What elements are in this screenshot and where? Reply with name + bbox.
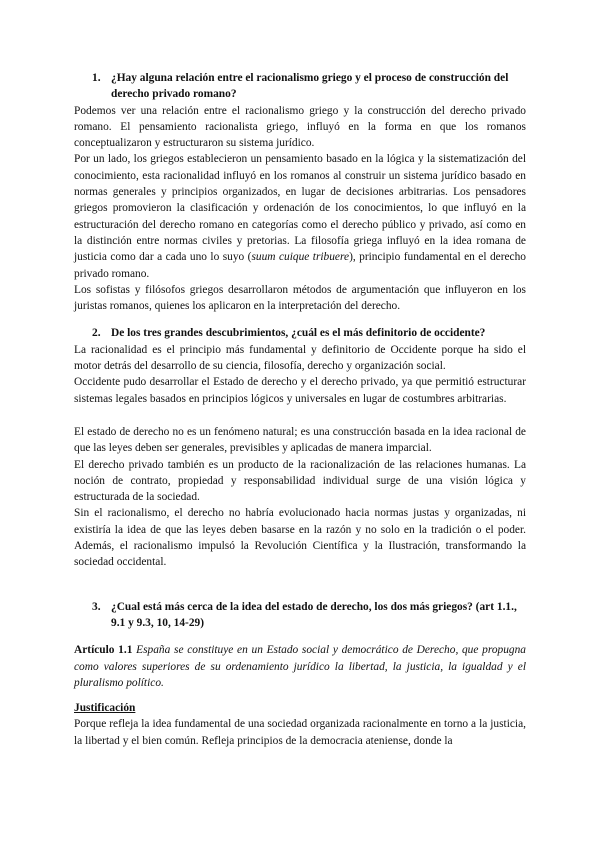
justification-text: Porque refleja la idea fundamental de una sociedad organizada racionalmente en torno a la justicia, la libertad y el bien común. Refleja principios de la democracia ateniense, donde la (74, 718, 526, 747)
latin-phrase: suum cuique tribuere (251, 251, 350, 264)
question-1-heading (74, 70, 526, 103)
article-text: España se constituye en un Estado social y democrático de Derecho, que propugna como valores superiores de su ordenamiento jurídico la libertad, la justicia, la igualdad y el pluralismo político. (74, 644, 527, 689)
q2-paragraph-4: El derecho privado también es un producto de la racionalización de las relaciones humanas. La noción de contrato, propiedad y responsabilidad individual surge de una visión lógica y estructurada de la sociedad. (74, 458, 526, 504)
question-2-heading (74, 325, 526, 341)
q1-paragraph-2-end: ), principio fundamental en el derecho privado romano. (74, 251, 526, 280)
q2-paragraph-1: La racionalidad es el principio más fundamental y definitorio de Occidente porque ha sido el motor detrás del desarrollo de su ciencia, filosofía, derecho y organización social. (74, 343, 526, 373)
justification-heading: Justificación (74, 702, 136, 715)
question-1-title: ¿Hay alguna relación entre el racionalismo griego y el proceso de construcción del derecho privado romano? (111, 72, 509, 101)
question-1-number: 1. (92, 72, 101, 84)
q2-paragraph-2: Occidente pudo desarrollar el Estado de derecho y el derecho privado, ya que permitió estructurar sistemas legales basados en principios lógicos y universales en lugar de costumbres arbitrarias. (74, 376, 526, 405)
question-2-title: De los tres grandes descubrimientos, ¿cuál es el más definitorio de occidente? (111, 327, 486, 340)
question-2-number: 2. (92, 327, 101, 340)
q2-paragraph-3: El estado de derecho no es un fenómeno natural; es una construcción basada en la idea racional de que las leyes deben ser generales, previsibles y aplicadas de manera imparcial. (74, 425, 526, 455)
article-label: Artículo 1.1 (74, 644, 133, 657)
question-3-heading (74, 599, 526, 632)
blank-line (74, 407, 526, 424)
q2-paragraph-5: Sin el racionalismo, el derecho no habría evolucionado hacia normas justas y organizadas, ni existiría la idea de que las leyes deben basarse en la razón y no solo en la tradición o el poder. Además, el racionalismo impulsó la Revolución Científica y la Ilustración, transformando la sociedad occidental. (74, 507, 526, 569)
q1-paragraph-3: Los sofistas y filósofos griegos desarrollaron métodos de argumentación que influyeron en los juristas romanos, quienes los aplicaron en la interpretación del derecho. (74, 283, 526, 313)
q1-paragraph-1: Podemos ver una relación entre el racionalismo griego y la construcción del derecho privado romano. El pensamiento racionalista griego, influyó en la forma en que los romanos conceptualizaron y estructuraron su sistema jurídico. (74, 104, 526, 150)
document-content (74, 70, 526, 749)
q1-paragraph-2 (74, 151, 526, 281)
article-1-1 (74, 642, 526, 691)
q1-paragraph-2-start: Por un lado, los griegos establecieron un pensamiento basado en la lógica y la sistematización del conocimiento, esta racionalidad influyó en los romanos al construir un sistema jurídico basado en normas generales y principios organizados, en lugar de decisiones arbitrarias. Los pensadores griegos promovieron la clasificación y ordenación de los conocimientos, lo que influyó en la estructuración del derecho romano en categorías como el derecho público y privado, así como en la distinción entre normas civiles y pretorias. La filosofía griega influyó en la idea romana de justicia como dar a cada uno lo suyo ( (74, 153, 526, 264)
question-3-number: 3. (92, 600, 101, 613)
question-3-title: ¿Cual está más cerca de la idea del estado de derecho, los dos más griegos? (art 1.1., 9.1 y 9.3, 10, 14-29) (111, 600, 517, 629)
